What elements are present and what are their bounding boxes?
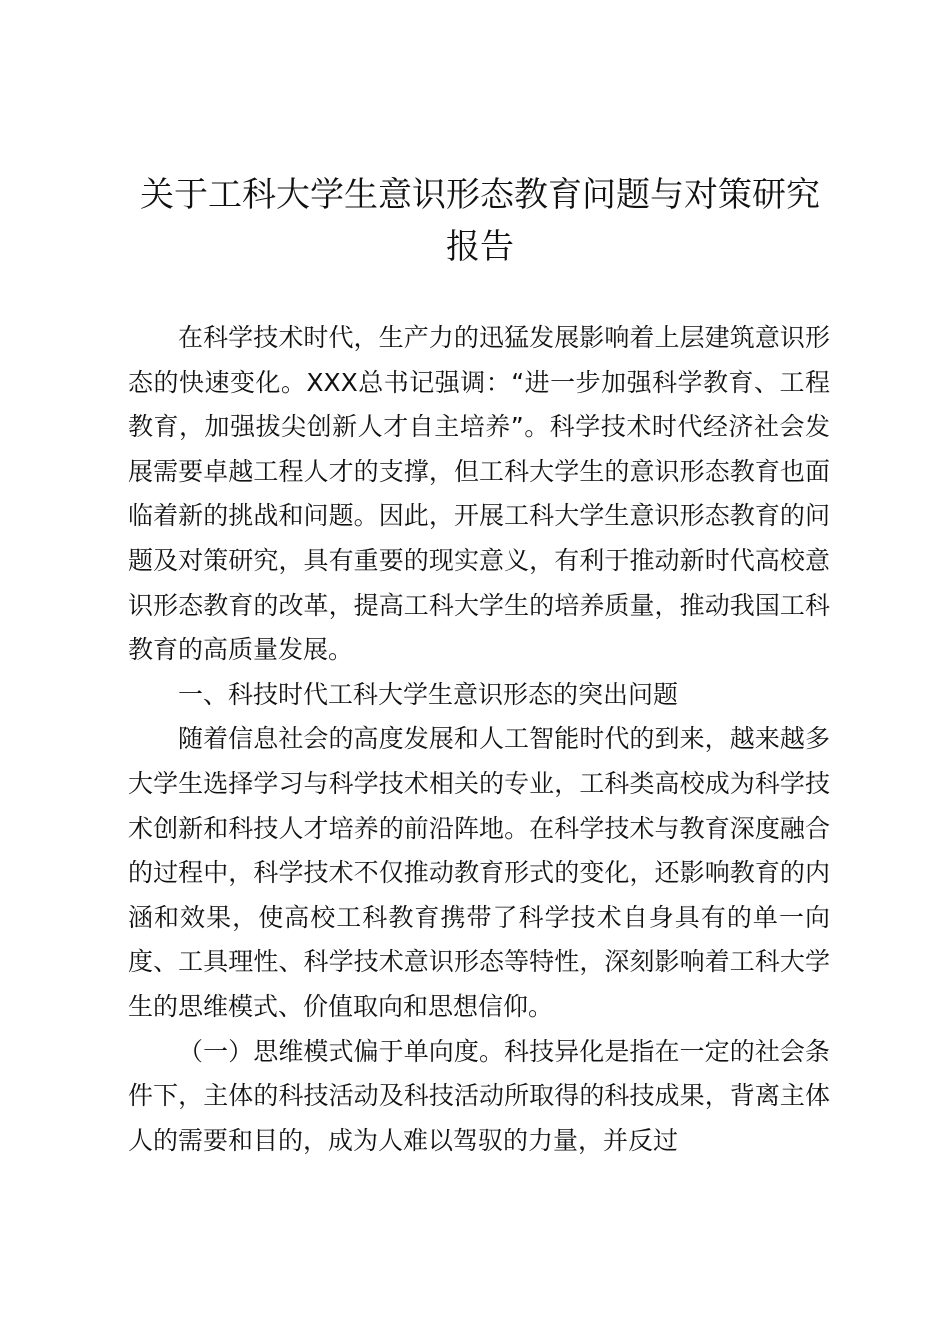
document-title-line-1: 关于工科大学生意识形态教育问题与对策研究 <box>140 175 820 215</box>
section-heading-1: 一、科技时代工科大学生意识形态的突出问题 <box>178 679 679 709</box>
section-paragraph: 随着信息社会的高度发展和人工智能时代的到来，越来越多大学生选择学习与科学技术相关的专业，工科类高校成为科学技术创新和科技人才培养的前沿阵地。在科学技术与教育深度融合的过程中，科学技术不仅推动教育形式的变化，还影响教育的内涵和效果，使高校工科教育携带了科学技术自身具有的单一向度、工具理性、科学技术意识形态等特性，深刻影响着工科大学生的思维模式、价值取向和思想信仰。 <box>128 724 830 1021</box>
document-title-line-2: 报告 <box>446 227 514 267</box>
subsection-paragraph-1: （一）思维模式偏于单向度。科技异化是指在一定的社会条件下，主体的科技活动及科技活动所取得的科技成果，背离主体人的需要和目的，成为人难以驾驭的力量，并反过 <box>128 1036 830 1155</box>
intro-paragraph: 在科学技术时代，生产力的迅猛发展影响着上层建筑意识形态的快速变化。XXX总书记强调：“进一步加强科学教育、工程教育，加强拔尖创新人才自主培养”。科学技术时代经济社会发展需要卓越工程人才的支撑，但工科大学生的意识形态教育也面临着新的挑战和问题。因此，开展工科大学生意识形态教育的问题及对策研究，具有重要的现实意义，有利于推动新时代高校意识形态教育的改革，提高工科大学生的培养质量，推动我国工科教育的高质量发展。 <box>128 323 830 665</box>
document-body <box>128 316 830 1163</box>
